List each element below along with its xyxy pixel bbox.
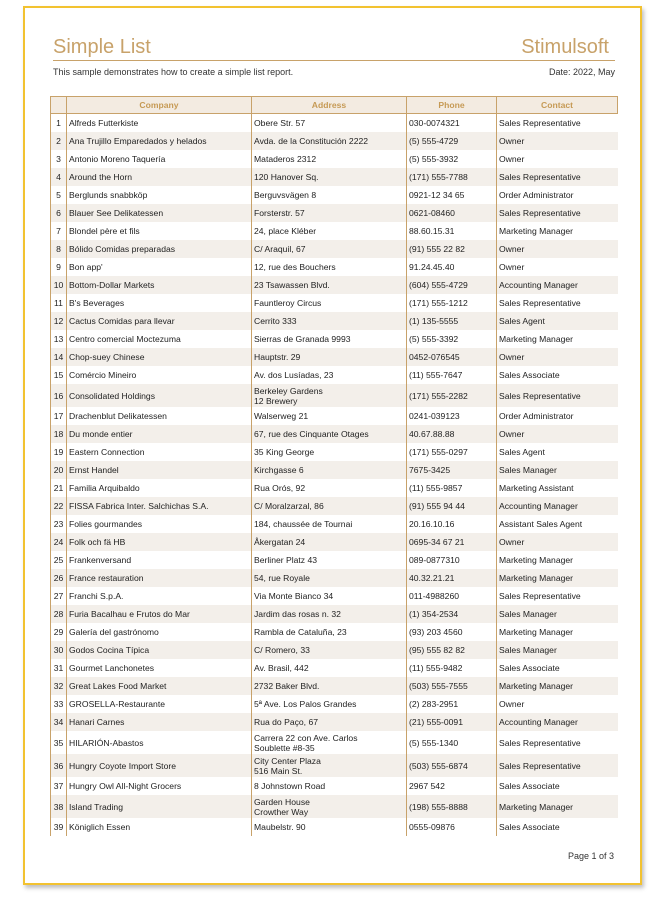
company-cell: Alfreds Futterkiste: [67, 114, 252, 133]
row-number: 17: [51, 407, 67, 425]
phone-cell: 91.24.45.40: [407, 258, 497, 276]
row-number: 29: [51, 623, 67, 641]
contact-cell: Sales Manager: [497, 605, 618, 623]
table-row: [51, 168, 618, 186]
company-cell: Chop-suey Chinese: [67, 348, 252, 366]
company-cell: Great Lakes Food Market: [67, 677, 252, 695]
company-cell: Blondel père et fils: [67, 222, 252, 240]
company-cell: Hungry Owl All-Night Grocers: [67, 777, 252, 795]
contact-cell: Sales Representative: [497, 384, 618, 407]
company-cell: Consolidated Holdings: [67, 384, 252, 407]
phone-cell: (604) 555-4729: [407, 276, 497, 294]
contact-cell: Sales Associate: [497, 777, 618, 795]
address-cell: Av. dos Lusíadas, 23: [252, 366, 407, 384]
company-cell: Gourmet Lanchonetes: [67, 659, 252, 677]
table-row: [51, 312, 618, 330]
table-row: [51, 515, 618, 533]
table-row: [51, 677, 618, 695]
company-cell: Furia Bacalhau e Frutos do Mar: [67, 605, 252, 623]
contact-cell: Sales Representative: [497, 731, 618, 754]
address-cell: Jardim das rosas n. 32: [252, 605, 407, 623]
table-row: [51, 533, 618, 551]
phone-cell: 20.16.10.16: [407, 515, 497, 533]
address-cell: C/ Araquil, 67: [252, 240, 407, 258]
row-number: 8: [51, 240, 67, 258]
company-cell: Around the Horn: [67, 168, 252, 186]
address-cell: 120 Hanover Sq.: [252, 168, 407, 186]
row-number: 38: [51, 795, 67, 818]
address-cell: Avda. de la Constitución 2222: [252, 132, 407, 150]
company-cell: Bon app': [67, 258, 252, 276]
table-row: [51, 348, 618, 366]
table-row: [51, 695, 618, 713]
phone-cell: 089-0877310: [407, 551, 497, 569]
phone-cell: 40.67.88.88: [407, 425, 497, 443]
row-number: 15: [51, 366, 67, 384]
contact-cell: Marketing Manager: [497, 551, 618, 569]
address-cell: C/ Romero, 33: [252, 641, 407, 659]
table-row: [51, 551, 618, 569]
address-cell: 67, rue des Cinquante Otages: [252, 425, 407, 443]
company-cell: Eastern Connection: [67, 443, 252, 461]
address-cell: 24, place Kléber: [252, 222, 407, 240]
company-cell: Island Trading: [67, 795, 252, 818]
phone-cell: (11) 555-9857: [407, 479, 497, 497]
row-number: 37: [51, 777, 67, 795]
address-cell: 8 Johnstown Road: [252, 777, 407, 795]
contact-cell: Sales Agent: [497, 312, 618, 330]
contact-cell: Sales Manager: [497, 641, 618, 659]
address-cell: Maubelstr. 90: [252, 818, 407, 836]
phone-cell: (198) 555-8888: [407, 795, 497, 818]
row-number: 26: [51, 569, 67, 587]
contact-cell: Sales Representative: [497, 204, 618, 222]
row-number: 19: [51, 443, 67, 461]
contact-cell: Owner: [497, 240, 618, 258]
address-cell: 5ª Ave. Los Palos Grandes: [252, 695, 407, 713]
table-row: [51, 818, 618, 836]
address-cell: Berguvsvägen 8: [252, 186, 407, 204]
row-number: 14: [51, 348, 67, 366]
contact-cell: Sales Agent: [497, 443, 618, 461]
phone-cell: 0695-34 67 21: [407, 533, 497, 551]
table-row: [51, 605, 618, 623]
contact-cell: Owner: [497, 258, 618, 276]
report-page: [23, 6, 642, 885]
row-number: 1: [51, 114, 67, 133]
table-row: [51, 240, 618, 258]
address-cell: Åkergatan 24: [252, 533, 407, 551]
row-number: 7: [51, 222, 67, 240]
phone-cell: (171) 555-7788: [407, 168, 497, 186]
address-cell: 23 Tsawassen Blvd.: [252, 276, 407, 294]
address-cell: Obere Str. 57: [252, 114, 407, 133]
phone-cell: 0452-076545: [407, 348, 497, 366]
table-row: [51, 132, 618, 150]
company-cell: Du monde entier: [67, 425, 252, 443]
phone-cell: (93) 203 4560: [407, 623, 497, 641]
table-row: [51, 443, 618, 461]
company-cell: Drachenblut Delikatessen: [67, 407, 252, 425]
contact-cell: Sales Associate: [497, 366, 618, 384]
contact-cell: Marketing Assistant: [497, 479, 618, 497]
contact-cell: Order Administrator: [497, 407, 618, 425]
address-cell: Av. Brasil, 442: [252, 659, 407, 677]
company-cell: Folk och fä HB: [67, 533, 252, 551]
row-number: 34: [51, 713, 67, 731]
phone-cell: 2967 542: [407, 777, 497, 795]
address-cell: Via Monte Bianco 34: [252, 587, 407, 605]
row-number: 9: [51, 258, 67, 276]
company-cell: Antonio Moreno Taquería: [67, 150, 252, 168]
row-number: 39: [51, 818, 67, 836]
phone-cell: 030-0074321: [407, 114, 497, 133]
phone-cell: (11) 555-7647: [407, 366, 497, 384]
phone-cell: 0241-039123: [407, 407, 497, 425]
row-number: 30: [51, 641, 67, 659]
contact-cell: Assistant Sales Agent: [497, 515, 618, 533]
phone-cell: (503) 555-6874: [407, 754, 497, 777]
row-number: 18: [51, 425, 67, 443]
row-number: 6: [51, 204, 67, 222]
address-cell: 54, rue Royale: [252, 569, 407, 587]
table-row: [51, 407, 618, 425]
row-number: 28: [51, 605, 67, 623]
phone-cell: 011-4988260: [407, 587, 497, 605]
contact-cell: Sales Manager: [497, 461, 618, 479]
brand-name: Stimulsoft: [521, 36, 609, 58]
table-row: [51, 713, 618, 731]
company-cell: Ana Trujillo Emparedados y helados: [67, 132, 252, 150]
table-row: [51, 461, 618, 479]
address-cell: Hauptstr. 29: [252, 348, 407, 366]
row-number: 33: [51, 695, 67, 713]
phone-cell: (171) 555-2282: [407, 384, 497, 407]
contact-cell: Sales Representative: [497, 114, 618, 133]
phone-cell: (171) 555-0297: [407, 443, 497, 461]
address-cell: 2732 Baker Blvd.: [252, 677, 407, 695]
phone-cell: (5) 555-3932: [407, 150, 497, 168]
contact-cell: Marketing Manager: [497, 795, 618, 818]
row-number: 25: [51, 551, 67, 569]
phone-cell: (5) 555-3392: [407, 330, 497, 348]
company-cell: France restauration: [67, 569, 252, 587]
address-cell: City Center Plaza 516 Main St.: [252, 754, 407, 777]
company-cell: Ernst Handel: [67, 461, 252, 479]
row-number: 31: [51, 659, 67, 677]
address-cell: Berkeley Gardens 12 Brewery: [252, 384, 407, 407]
company-cell: Hanari Carnes: [67, 713, 252, 731]
phone-cell: 40.32.21.21: [407, 569, 497, 587]
table-row: [51, 641, 618, 659]
table-row: [51, 754, 618, 777]
table-body: [51, 114, 618, 837]
contact-cell: Sales Associate: [497, 818, 618, 836]
phone-cell: 7675-3425: [407, 461, 497, 479]
phone-cell: (503) 555-7555: [407, 677, 497, 695]
address-cell: Kirchgasse 6: [252, 461, 407, 479]
company-cell: Centro comercial Moctezuma: [67, 330, 252, 348]
row-number: 32: [51, 677, 67, 695]
company-cell: Godos Cocina Típica: [67, 641, 252, 659]
page-number: Page 1 of 3: [567, 851, 614, 861]
table-row: [51, 330, 618, 348]
contact-cell: Owner: [497, 533, 618, 551]
company-cell: Berglunds snabbköp: [67, 186, 252, 204]
table-row: [51, 294, 618, 312]
company-cell: Bólido Comidas preparadas: [67, 240, 252, 258]
column-header-phone: Phone: [407, 97, 497, 114]
table-row: [51, 114, 618, 133]
phone-cell: 88.60.15.31: [407, 222, 497, 240]
company-cell: Folies gourmandes: [67, 515, 252, 533]
column-header-contact: Contact: [497, 97, 618, 114]
row-number: 24: [51, 533, 67, 551]
company-cell: Cactus Comidas para llevar: [67, 312, 252, 330]
phone-cell: (171) 555-1212: [407, 294, 497, 312]
table-row: [51, 222, 618, 240]
company-cell: B's Beverages: [67, 294, 252, 312]
company-cell: Blauer See Delikatessen: [67, 204, 252, 222]
customer-table: [50, 96, 618, 836]
table-row: [51, 366, 618, 384]
table-row: [51, 479, 618, 497]
phone-cell: 0555-09876: [407, 818, 497, 836]
table-row: [51, 731, 618, 754]
phone-cell: (1) 354-2534: [407, 605, 497, 623]
table-header-row: [51, 97, 618, 114]
contact-cell: Marketing Manager: [497, 569, 618, 587]
contact-cell: Accounting Manager: [497, 276, 618, 294]
row-number: 23: [51, 515, 67, 533]
contact-cell: Marketing Manager: [497, 623, 618, 641]
company-cell: GROSELLA-Restaurante: [67, 695, 252, 713]
row-number: 11: [51, 294, 67, 312]
company-cell: Galería del gastrónomo: [67, 623, 252, 641]
table-row: [51, 623, 618, 641]
table-row: [51, 587, 618, 605]
contact-cell: Sales Associate: [497, 659, 618, 677]
table-row: [51, 384, 618, 407]
row-number: 3: [51, 150, 67, 168]
company-cell: FISSA Fabrica Inter. Salchichas S.A.: [67, 497, 252, 515]
address-cell: Berliner Platz 43: [252, 551, 407, 569]
row-number: 22: [51, 497, 67, 515]
contact-cell: Sales Representative: [497, 587, 618, 605]
company-cell: Hungry Coyote Import Store: [67, 754, 252, 777]
column-header-address: Address: [252, 97, 407, 114]
company-cell: Familia Arquibaldo: [67, 479, 252, 497]
address-cell: Rua do Paço, 67: [252, 713, 407, 731]
phone-cell: 0621-08460: [407, 204, 497, 222]
address-cell: Walserweg 21: [252, 407, 407, 425]
address-cell: 184, chaussée de Tournai: [252, 515, 407, 533]
company-cell: Bottom-Dollar Markets: [67, 276, 252, 294]
row-number: 5: [51, 186, 67, 204]
table-row: [51, 150, 618, 168]
table-row: [51, 425, 618, 443]
contact-cell: Sales Representative: [497, 754, 618, 777]
contact-cell: Marketing Manager: [497, 677, 618, 695]
row-number: 4: [51, 168, 67, 186]
phone-cell: (5) 555-4729: [407, 132, 497, 150]
row-number: 12: [51, 312, 67, 330]
contact-cell: Marketing Manager: [497, 330, 618, 348]
address-cell: Garden House Crowther Way: [252, 795, 407, 818]
table-row: [51, 204, 618, 222]
row-number: 36: [51, 754, 67, 777]
address-cell: Rua Orós, 92: [252, 479, 407, 497]
phone-cell: (21) 555-0091: [407, 713, 497, 731]
row-number: 2: [51, 132, 67, 150]
address-cell: Rambla de Cataluña, 23: [252, 623, 407, 641]
company-cell: HILARIÓN-Abastos: [67, 731, 252, 754]
report-description: This sample demonstrates how to create a simple list report.: [53, 67, 294, 77]
contact-cell: Accounting Manager: [497, 497, 618, 515]
company-cell: Königlich Essen: [67, 818, 252, 836]
contact-cell: Accounting Manager: [497, 713, 618, 731]
address-cell: Forsterstr. 57: [252, 204, 407, 222]
address-cell: 35 King George: [252, 443, 407, 461]
row-number: 10: [51, 276, 67, 294]
address-cell: Mataderos 2312: [252, 150, 407, 168]
address-cell: Fauntleroy Circus: [252, 294, 407, 312]
phone-cell: (5) 555-1340: [407, 731, 497, 754]
phone-cell: (91) 555 22 82: [407, 240, 497, 258]
table-row: [51, 795, 618, 818]
contact-cell: Owner: [497, 695, 618, 713]
contact-cell: Owner: [497, 348, 618, 366]
phone-cell: (91) 555 94 44: [407, 497, 497, 515]
table-row: [51, 258, 618, 276]
company-cell: Franchi S.p.A.: [67, 587, 252, 605]
address-cell: Cerrito 333: [252, 312, 407, 330]
address-cell: C/ Moralzarzal, 86: [252, 497, 407, 515]
table-row: [51, 659, 618, 677]
report-title: Simple List: [53, 36, 151, 58]
contact-cell: Owner: [497, 150, 618, 168]
row-number: 13: [51, 330, 67, 348]
column-header-company: Company: [67, 97, 252, 114]
column-header-number: [51, 97, 67, 114]
contact-cell: Order Administrator: [497, 186, 618, 204]
row-number: 20: [51, 461, 67, 479]
table-row: [51, 777, 618, 795]
row-number: 35: [51, 731, 67, 754]
contact-cell: Marketing Manager: [497, 222, 618, 240]
table-row: [51, 569, 618, 587]
address-cell: Sierras de Granada 9993: [252, 330, 407, 348]
table-row: [51, 276, 618, 294]
phone-cell: (1) 135-5555: [407, 312, 497, 330]
row-number: 21: [51, 479, 67, 497]
report-date: Date: 2022, May: [548, 67, 615, 77]
company-cell: Frankenversand: [67, 551, 252, 569]
row-number: 16: [51, 384, 67, 407]
row-number: 27: [51, 587, 67, 605]
phone-cell: (95) 555 82 82: [407, 641, 497, 659]
company-cell: Comércio Mineiro: [67, 366, 252, 384]
phone-cell: (11) 555-9482: [407, 659, 497, 677]
title-divider: [53, 60, 615, 61]
table-row: [51, 186, 618, 204]
address-cell: Carrera 22 con Ave. Carlos Soublette #8-35: [252, 731, 407, 754]
table-row: [51, 497, 618, 515]
contact-cell: Sales Representative: [497, 294, 618, 312]
phone-cell: (2) 283-2951: [407, 695, 497, 713]
phone-cell: 0921-12 34 65: [407, 186, 497, 204]
contact-cell: Sales Representative: [497, 168, 618, 186]
address-cell: 12, rue des Bouchers: [252, 258, 407, 276]
contact-cell: Owner: [497, 132, 618, 150]
contact-cell: Owner: [497, 425, 618, 443]
